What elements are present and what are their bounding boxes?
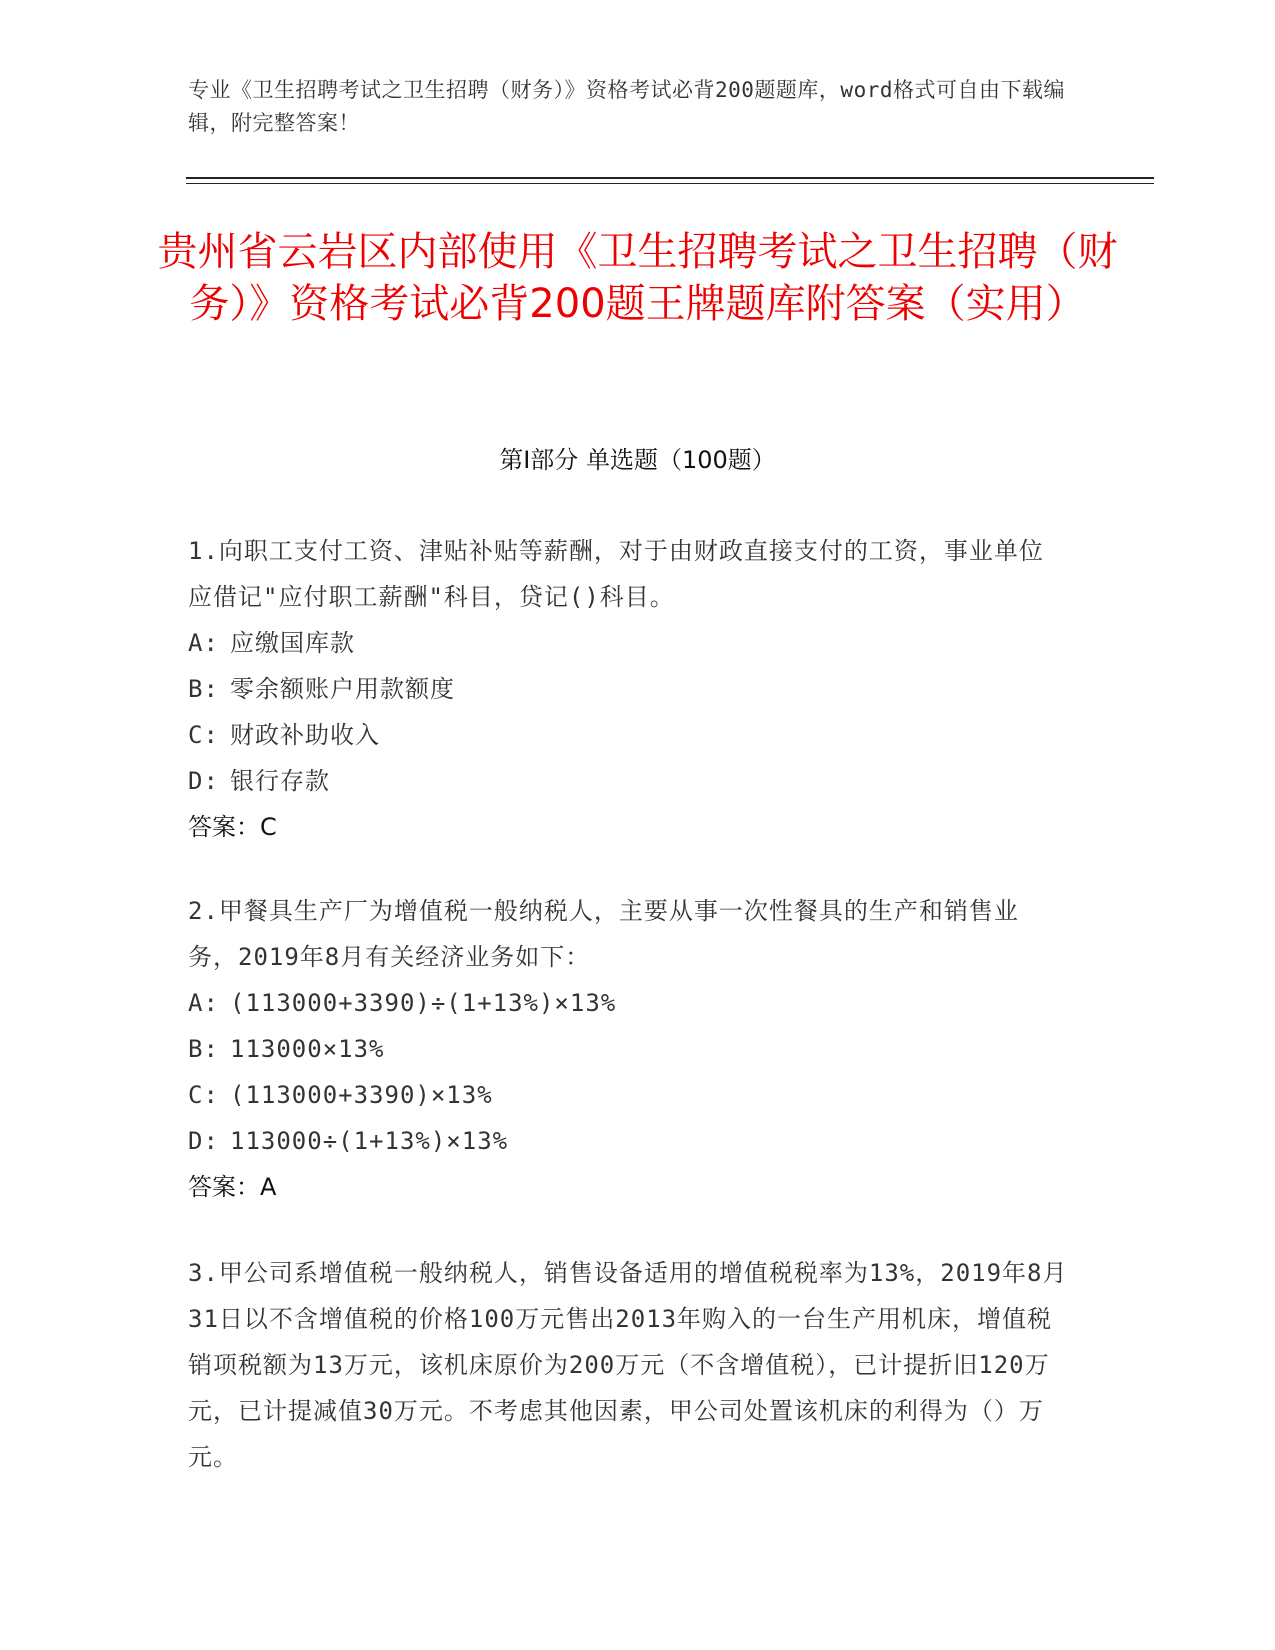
section-heading: 第I部分 单选题（100题） (499, 446, 776, 474)
option-letter: C: (188, 1081, 219, 1109)
option-d (188, 758, 1068, 804)
option-text: 零余额账户用款额度 (230, 675, 455, 703)
question-text: 1.向职工支付工资、津贴补贴等薪酬，对于由财政直接支付的工资，事业单位应借记"应付职工薪酬"科目，贷记()科目。 (188, 537, 1044, 611)
header-divider-thick (186, 177, 1154, 179)
option-letter: B: (188, 1035, 219, 1063)
option-text: 财政补助收入 (230, 721, 380, 749)
option-c (188, 1072, 1068, 1118)
document-title: 贵州省云岩区内部使用《卫生招聘考试之卫生招聘（财务）》资格考试必背200题王牌题库附答案（实用） (157, 229, 1118, 327)
option-text: 113000×13% (230, 1035, 385, 1063)
option-letter: B: (188, 675, 219, 703)
header-note: 专业《卫生招聘考试之卫生招聘（财务）》资格考试必背200题题库，word格式可自由下载编辑，附完整答案！ (188, 78, 1065, 135)
option-b (188, 666, 1068, 712)
question-1 (188, 528, 1068, 850)
option-c (188, 712, 1068, 758)
header-divider-thin (186, 183, 1154, 184)
option-text: 应缴国库款 (230, 629, 355, 657)
option-letter: A: (188, 989, 219, 1017)
question-text: 2.甲餐具生产厂为增值税一般纳税人，主要从事一次性餐具的生产和销售业务，2019年8月有关经济业务如下： (188, 897, 1019, 971)
question-2 (188, 888, 1068, 1210)
option-a (188, 980, 1068, 1026)
question-3 (188, 1250, 1068, 1480)
option-letter: D: (188, 767, 219, 795)
option-text: (113000+3390)÷(1+13%)×13% (230, 989, 617, 1017)
option-text: 银行存款 (230, 767, 330, 795)
question-text: 3.甲公司系增值税一般纳税人，销售设备适用的增值税税率为13%，2019年8月31日以不含增值税的价格100万元售出2013年购入的一台生产用机床，增值税销项税额为13万元，该机床原价为200万元（不含增值税），已计提折旧120万元，已计提减值30万元。不考虑其他因素，甲公司处置该机床的利得为（）万元。 (188, 1259, 1068, 1471)
option-letter: A: (188, 629, 219, 657)
option-a (188, 620, 1068, 666)
answer-line: 答案：C (188, 813, 277, 841)
option-b (188, 1026, 1068, 1072)
option-letter: C: (188, 721, 219, 749)
option-text: (113000+3390)×13% (230, 1081, 493, 1109)
option-letter: D: (188, 1127, 219, 1155)
option-text: 113000÷(1+13%)×13% (230, 1127, 509, 1155)
answer-line: 答案：A (188, 1173, 277, 1201)
option-d (188, 1118, 1068, 1164)
